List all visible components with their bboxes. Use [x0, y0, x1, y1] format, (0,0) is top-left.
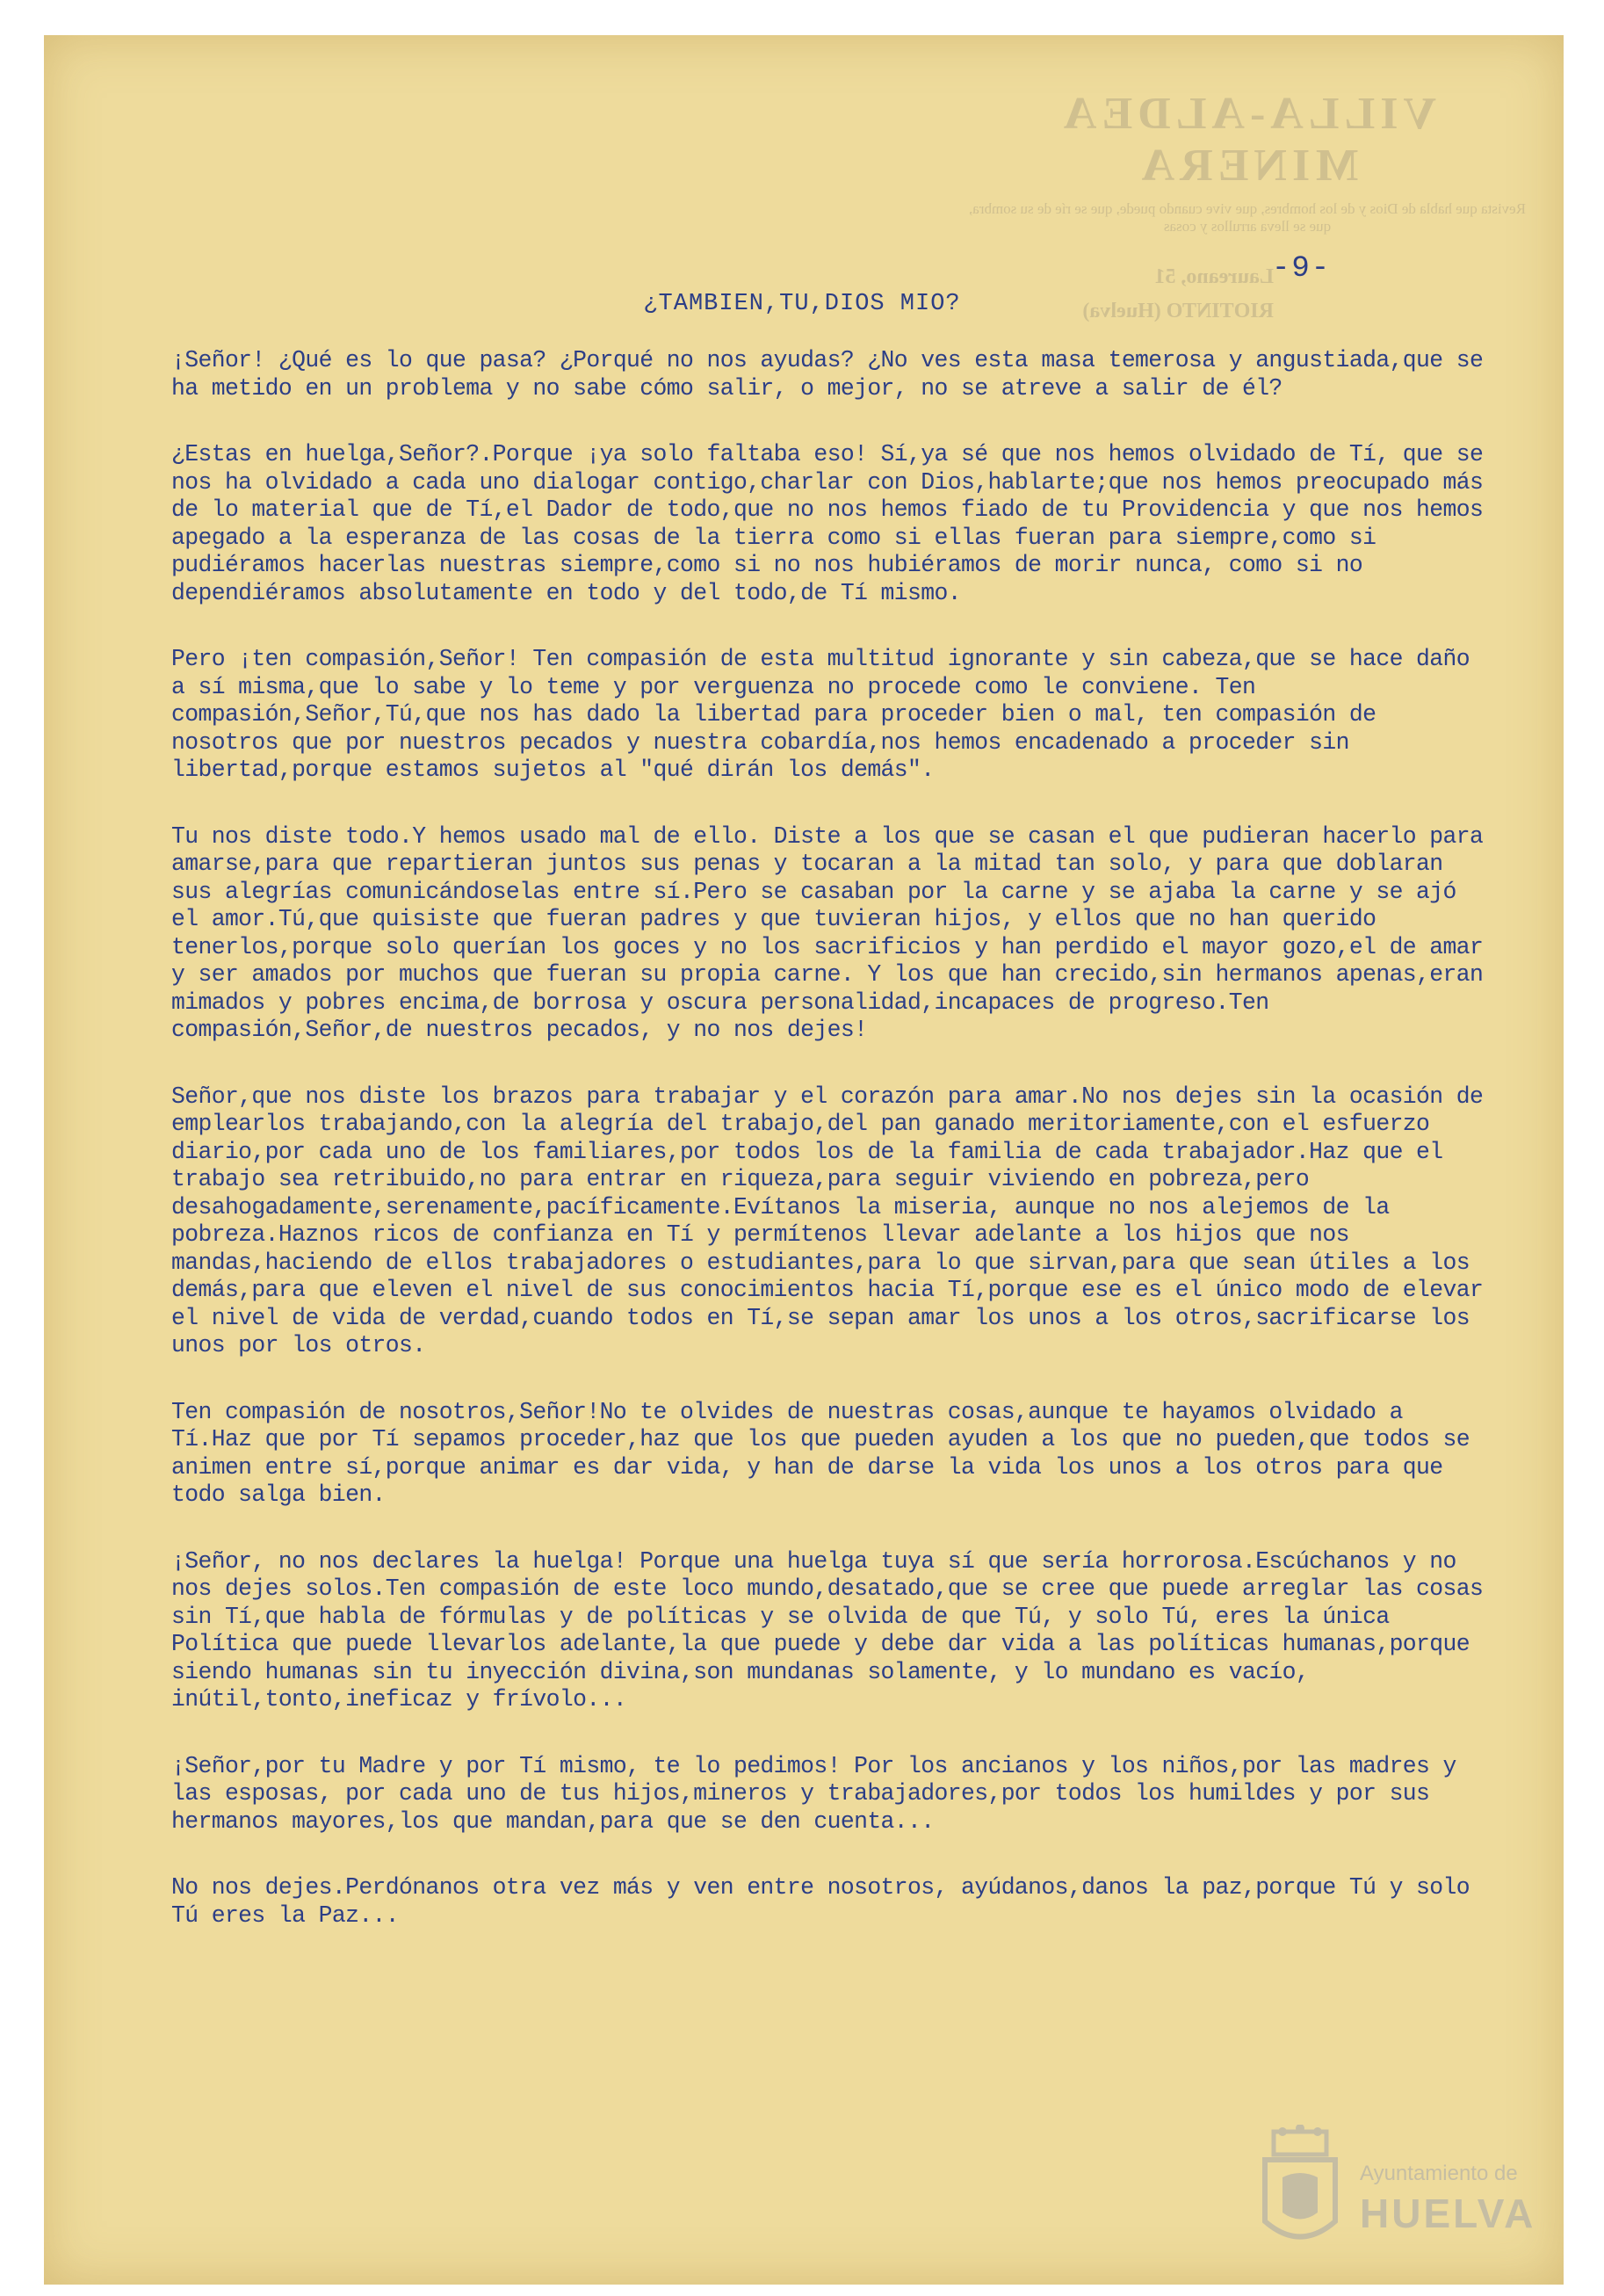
paragraph-6: Ten compasión de nosotros,Señor!No te olvides de nuestras cosas,aunque te hayamos olvidado a Tí.Haz que por Tí sepamos proceder,haz que los que pueden ayuden a los que no pueden,que todos se animen entre sí,porque animar es dar vida, y han de darse la vida los unos a los otros para que todo salga bien.: [171, 1398, 1470, 1508]
document-title: ¿TAMBIEN,TU,DIOS MIO?: [643, 291, 961, 317]
paragraph-3: Pero ¡ten compasión,Señor! Ten compasión de esta multitud ignorante y sin cabeza,que se hace daño a sí misma,que lo sabe y lo teme y por verguenza no procede como le conviene. Ten compasión,Señor,Tú,que nos has dado la libertad para proceder bien o mal, ten compasión de nosotros que por nuestros pecados y nuestra cobardía,nos hemos encadenado a proceder sin libertad,porque estamos sujetos al "qué dirán los demás".: [171, 646, 1470, 783]
archive-watermark: [1247, 2125, 1546, 2256]
letterhead-address: Laureano, 51: [1154, 265, 1274, 288]
letterhead-subtitle: Revista que habla de Dios y de los hombres, que vive cuando puede, que se ríe de su sombra, que se lleva arrullos y cosas: [968, 200, 1527, 235]
letterhead-title: VILLA-ALDEA MINERA: [1058, 89, 1437, 191]
paragraph-2: ¿Estas en huelga,Señor?.Porque ¡ya solo faltaba eso! Sí,ya sé que nos hemos olvidado de Tí, que se nos ha olvidado a cada uno dialogar contigo,charlar con Dios,hablarte;que nos hemos preocupado más de lo material que de Tí,el Dador de todo,que no nos hemos fiado de tu Providencia y que nos hemos apegado a la esperanza de las cosas de la tierra como si ellas fueran para siempre,como si pudiéramos hacerlas nuestras siempre,como si no nos hubiéramos de morir nunca, como si no dependiéramos absolutamente en todo y del todo,de Tí mismo.: [171, 441, 1484, 606]
paragraph-7: ¡Señor, no nos declares la huelga! Porque una huelga tuya sí que sería horrorosa.Escúchanos y no nos dejes solos.Ten compasión de este loco mundo,desatado,que se cree que puede arreglar las cosas sin Tí,que habla de fórmulas y de políticas y se olvida de que Tú, y solo Tú, eres la única Política que puede llevarlos adelante,la que puede y debe dar vida a las políticas humanas,porque siendo humanas sin tu inyección divina,son mundanas solamente, y lo mundano es vacío, inútil,tonto,ineficaz y frívolo...: [171, 1547, 1484, 1713]
paragraph-9: No nos dejes.Perdónanos otra vez más y ven entre nosotros, ayúdanos,danos la paz,porque Tú y solo Tú eres la Paz...: [171, 1874, 1470, 1929]
paragraph-5: Señor,que nos diste los brazos para trabajar y el corazón para amar.No nos dejes sin la ocasión de emplearlos trabajando,con la alegría del trabajo,del pan ganado meritoriamente,con el esfuerzo diario,por cada uno de los familiares,por todos los de la familia de cada trabajador.Haz que el trabajo sea retribuido,no para entrar en riqueza,para seguir viviendo en pobreza,pero desahogadamente,serenamente,pacíficamente.Evítanos la miseria, aunque no nos alejemos de la pobreza.Haznos ricos de confianza en Tí y permítenos llevar adelante a los hijos que nos mandas,haciendo de ellos trabajadores o estudiantes,para lo que sirvan,para que sean útiles a los demás,para que eleven el nivel de sus conocimientos hacia Tí,porque ese es el único modo de elevar el nivel de vida de verdad,cuando todos en Tí,se sepan amar los unos a los otros,sacrificarse los unos por los otros.: [171, 1083, 1484, 1358]
paragraph-1: ¡Señor! ¿Qué es lo que pasa? ¿Porqué no nos ayudas? ¿No ves esta masa temerosa y angustiada,que se ha metido en un problema y no sabe cómo salir, o mejor, no se atreve a salir de él?: [171, 347, 1484, 402]
watermark-line1: Ayuntamiento de: [1360, 2162, 1518, 2185]
watermark-line2: HUELVA: [1360, 2191, 1536, 2236]
paragraph-4: Tu nos diste todo.Y hemos usado mal de ello. Diste a los que se casan el que pudieran hacerlo para amarse,para que repartieran juntos sus penas y tocaran a la mitad tan solo, y para que doblaran sus alegrías comunicándoselas entre sí.Pero se casaban por la carne y se ajaba la carne y se ajó el amor.Tú,que quisiste que fueran padres y que tuvieran hijos, y ellos que no han querido tenerlos,porque solo querían los goces y no los sacrificios y han perdido el mayor gozo,el de amar y ser amados por muchos que fueran su propia carne. Y los que han crecido,sin hermanos apenas,eran mimados y pobres encima,de borrosa y oscura personalidad,incapaces de progreso.Ten compasión,Señor,de nuestros pecados, y no nos dejes!: [171, 822, 1484, 1043]
city-crest-icon: [1247, 2125, 1353, 2256]
page-number: -9-: [1272, 252, 1332, 286]
letterhead-bleedthrough: [957, 88, 1537, 323]
document-body: [171, 347, 1489, 1968]
paragraph-8: ¡Señor,por tu Madre y por Tí mismo, te lo pedimos! Por los ancianos y los niños,por las madres y las esposas, por cada uno de tus hijos,mineros y trabajadores,por todos los humildes y por sus hermanos mayores,los que mandan,para que se den cuenta...: [171, 1752, 1456, 1835]
letterhead-town: RIOTINTO (Huelva): [1082, 300, 1274, 322]
